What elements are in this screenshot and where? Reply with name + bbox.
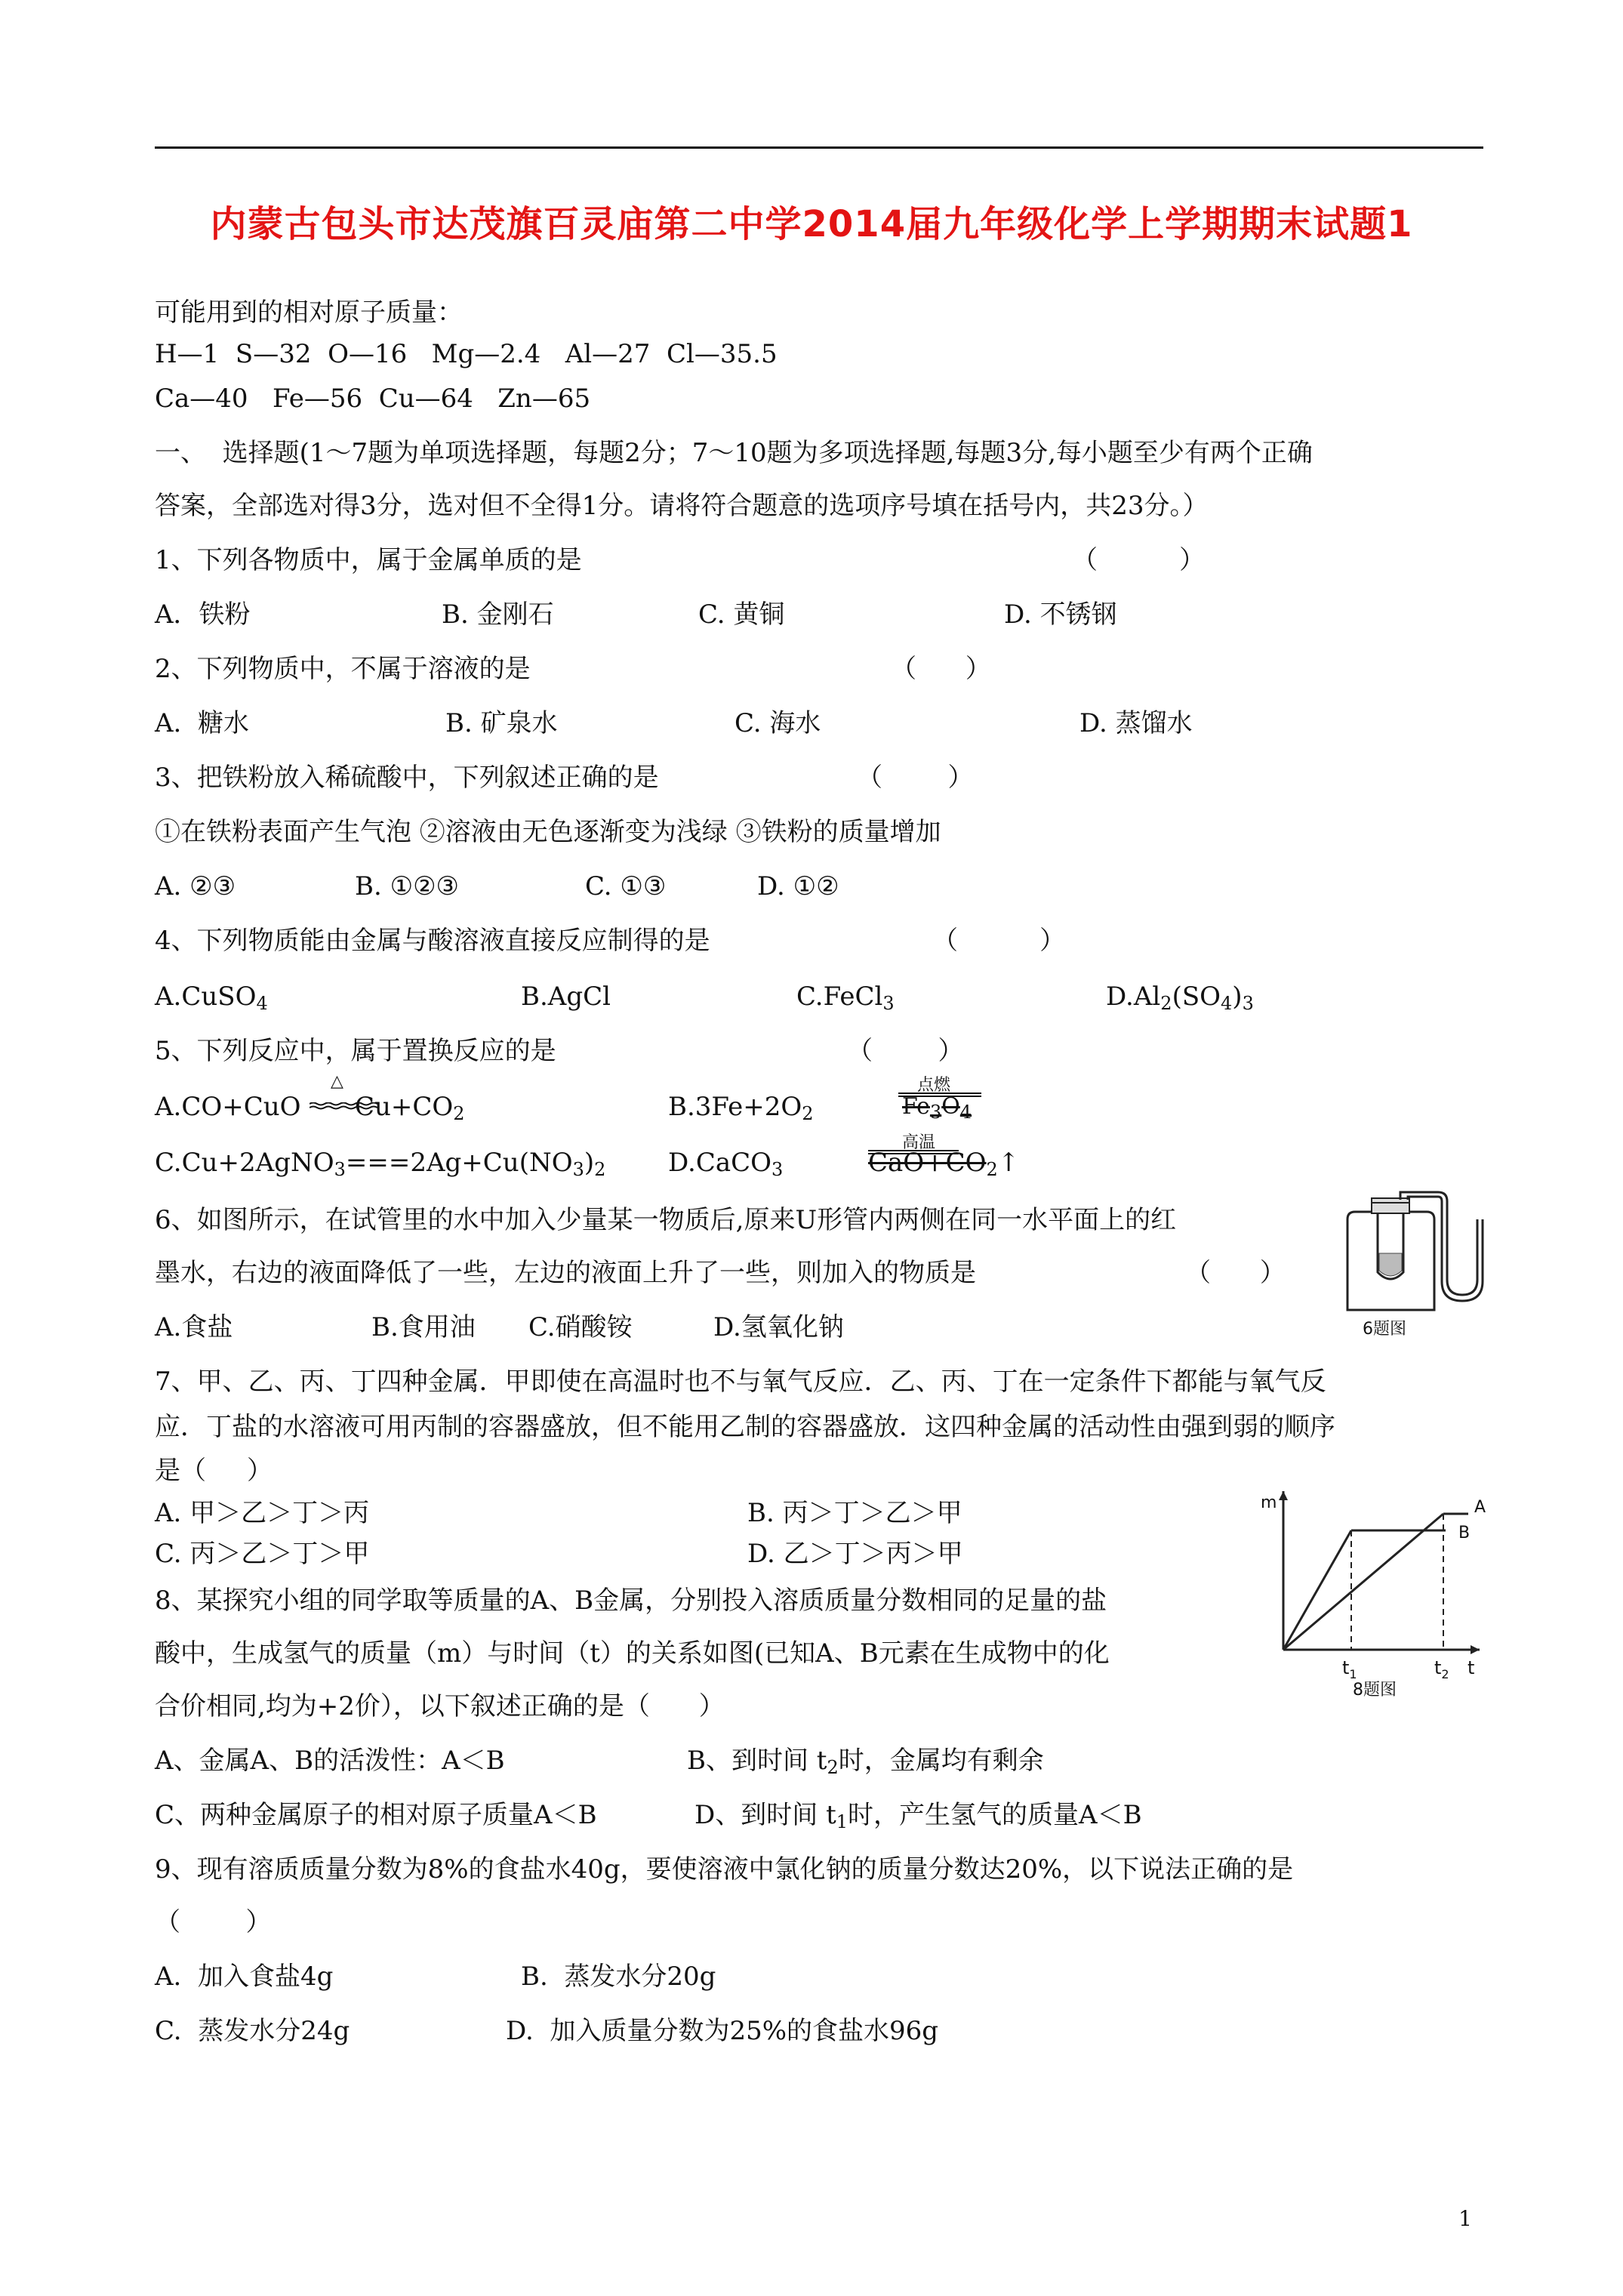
q8-option-d: D、到时间 $t_1$时，产生氢气的质量A＜B <box>694 1800 1142 1832</box>
q8-graph-caption: 8题图 <box>1353 1681 1397 1700</box>
q7-option-b: B. 丙＞丁＞乙＞甲 <box>747 1498 962 1528</box>
q8-graph-y-label: m <box>1261 1493 1277 1512</box>
q3-stem: 3、把铁粉放入稀硫酸中，下列叙述正确的是 <box>155 763 659 793</box>
q2-option-b: B. 矿泉水 <box>445 708 558 738</box>
q8-stem-line3: 合价相同,均为+2价），以下叙述正确的是（ ） <box>155 1691 725 1721</box>
q7-stem-line3: 是（ ） <box>155 1456 273 1486</box>
q1-option-c: C. 黄铜 <box>698 599 785 630</box>
q5-option-a-products: $Cu+CO_2$ <box>355 1092 465 1124</box>
q1-option-d: D. 不锈钢 <box>1004 599 1117 630</box>
q7-option-a: A. 甲＞乙＞丁＞丙 <box>155 1498 370 1528</box>
q8-graph-line-b-rise <box>1283 1530 1351 1650</box>
q8-option-c: C、两种金属原子的相对原子质量A＜B <box>155 1800 597 1830</box>
q9-option-a: A. 加入食盐4g <box>155 1962 334 1992</box>
atomic-mass-heading: 可能用到的相对原子质量： <box>155 297 463 328</box>
q4-option-b: B.AgCl <box>521 982 611 1012</box>
q5-option-c: $C.Cu+2AgNO_3===2Ag+Cu(NO_3)_2$ <box>155 1148 606 1180</box>
q6-stem-line2: 墨水，右边的液面降低了一些，左边的液面上升了一些，则加入的物质是 <box>155 1258 976 1288</box>
q9-stem: 9、现有溶质质量分数为8%的食盐水40g，要使溶液中氯化钠的质量分数达20%，以下说法正确的是 <box>155 1854 1294 1885</box>
q8-graph-figure <box>1253 1476 1495 1733</box>
section-heading-line1: 一、 选择题(1～7题为单项选择题，每题2分；7～10题为多项选择题,每题3分,每小题至少有两个正确 <box>155 438 1313 468</box>
q3-option-a: A. ②③ <box>155 871 236 901</box>
q8-graph-t1-label: $t_1$ <box>1342 1657 1357 1681</box>
q1-option-a: A．铁粉 <box>155 599 251 630</box>
q6-figure-caption: 6题图 <box>1363 1320 1406 1339</box>
q8-graph-t2-label: $t_2$ <box>1434 1657 1449 1681</box>
q8-graph-line-a-rise <box>1283 1514 1443 1650</box>
q8-graph-label-a: A <box>1474 1498 1486 1517</box>
q2-option-a: A. 糖水 <box>155 708 249 738</box>
q1-answer-bracket: （ ） <box>1072 545 1206 575</box>
q5-stem: 5、下列反应中，属于置换反应的是 <box>155 1036 556 1066</box>
q5-option-a-reactants: A.CO+CuO <box>155 1092 301 1122</box>
q7-option-d: D. 乙＞丁＞丙＞甲 <box>747 1539 963 1569</box>
q5-option-b-condition: 点燃 <box>917 1076 951 1095</box>
q6-option-b: B.食用油 <box>371 1312 476 1342</box>
q3-info: ①在铁粉表面产生气泡 ②溶液由无色逐渐变为浅绿 ③铁粉的质量增加 <box>155 817 941 847</box>
q1-option-b: B. 金刚石 <box>442 599 554 630</box>
q3-option-d: D. ①② <box>757 871 839 901</box>
q3-option-b: B. ①②③ <box>355 871 460 901</box>
q8-option-a: A、金属A、B的活泼性：A＜B <box>155 1746 505 1776</box>
q6-option-c: C.硝酸铵 <box>528 1312 633 1342</box>
q2-answer-bracket: （ ） <box>891 654 991 684</box>
q8-graph-x-label: t <box>1467 1657 1475 1678</box>
q5-option-b-reactants: $B.3Fe+2O_2$ <box>668 1092 814 1124</box>
q4-option-a: A.CuSO$_4$ <box>155 982 268 1014</box>
q5-option-a-condition: △ <box>331 1072 343 1091</box>
q9-option-c: C. 蒸发水分24g <box>155 2016 350 2046</box>
q7-stem-line2: 应．丁盐的水溶液可用丙制的容器盛放，但不能用乙制的容器盛放．这四种金属的活动性由强到弱的顺序 <box>155 1412 1335 1442</box>
q4-option-d: $D.Al_2(SO_4)_3$ <box>1106 982 1254 1014</box>
q6-option-d: D.氢氧化钠 <box>713 1312 844 1342</box>
q8-stem-line2: 酸中，生成氢气的质量（m）与时间（t）的关系如图(已知A、B元素在生成物中的化 <box>155 1638 1110 1669</box>
page-number: 1 <box>1458 2206 1472 2231</box>
q6-stem-line1: 6、如图所示，在试管里的水中加入少量某一物质后,原来U形管内两侧在同一水平面上的红 <box>155 1205 1177 1235</box>
q8-option-b: B、到时间 $t_2$时，金属均有剩余 <box>687 1746 1044 1778</box>
q7-option-c: C. 丙＞乙＞丁＞甲 <box>155 1539 370 1569</box>
q9-answer-bracket: （ ） <box>155 1907 272 1937</box>
q2-stem: 2、下列物质中，不属于溶液的是 <box>155 654 531 684</box>
q1-stem: 1、下列各物质中，属于金属单质的是 <box>155 545 582 575</box>
q6-option-a: A.食盐 <box>155 1312 233 1342</box>
q2-option-c: C. 海水 <box>735 708 821 738</box>
q3-answer-bracket: （ ） <box>857 763 974 793</box>
page-title: 内蒙古包头市达茂旗百灵庙第二中学2014届九年级化学上学期期末试题1 <box>210 203 1413 245</box>
q5-option-d-reactants: D.CaCO$_3$ <box>668 1148 784 1180</box>
q6-answer-bracket: （ ） <box>1185 1258 1286 1288</box>
q9-option-b: B. 蒸发水分20g <box>521 1962 716 1992</box>
q8-stem-line1: 8、某探究小组的同学取等质量的A、B金属，分别投入溶质质量分数相同的足量的盐 <box>155 1586 1107 1616</box>
q3-option-c: C. ①③ <box>585 871 667 901</box>
q4-answer-bracket: （ ） <box>932 926 1066 956</box>
q4-stem: 4、下列物质能由金属与酸溶液直接反应制得的是 <box>155 926 710 956</box>
q6-apparatus-figure <box>1325 1189 1491 1340</box>
q5-option-d-equals <box>868 1149 959 1155</box>
q5-option-d-products: $CaO+CO_2↑$ <box>868 1148 1020 1180</box>
q7-stem-line1: 7、甲、乙、丙、丁四种金属．甲即使在高温时也不与氧气反应．乙、丙、丁在一定条件下都能与氧气反 <box>155 1367 1326 1397</box>
q5-answer-bracket: （ ） <box>847 1036 964 1066</box>
q5-option-d-condition: 高温 <box>902 1133 936 1152</box>
atomic-mass-line1: H—1 S—32 O—16 Mg—2.4 Al—27 Cl—35.5 <box>155 339 778 369</box>
q2-option-d: D. 蒸馏水 <box>1079 708 1193 738</box>
atomic-mass-line2: Ca—40 Fe—56 Cu—64 Zn—65 <box>155 384 591 414</box>
q8-graph-label-b: B <box>1458 1524 1471 1542</box>
q5-option-b-products: $Fe_3O_4$ <box>902 1093 972 1123</box>
q4-option-c: C.FeCl$_3$ <box>796 982 895 1014</box>
q9-option-d: D. 加入质量分数为25%的食盐水96g <box>506 2016 939 2046</box>
header-rule <box>155 146 1483 149</box>
q5-option-b-equals <box>898 1092 981 1098</box>
section-heading-line2: 答案，全部选对得3分，选对但不全得1分。请将符合题意的选项序号填在括号内，共23分。） <box>155 491 1209 521</box>
